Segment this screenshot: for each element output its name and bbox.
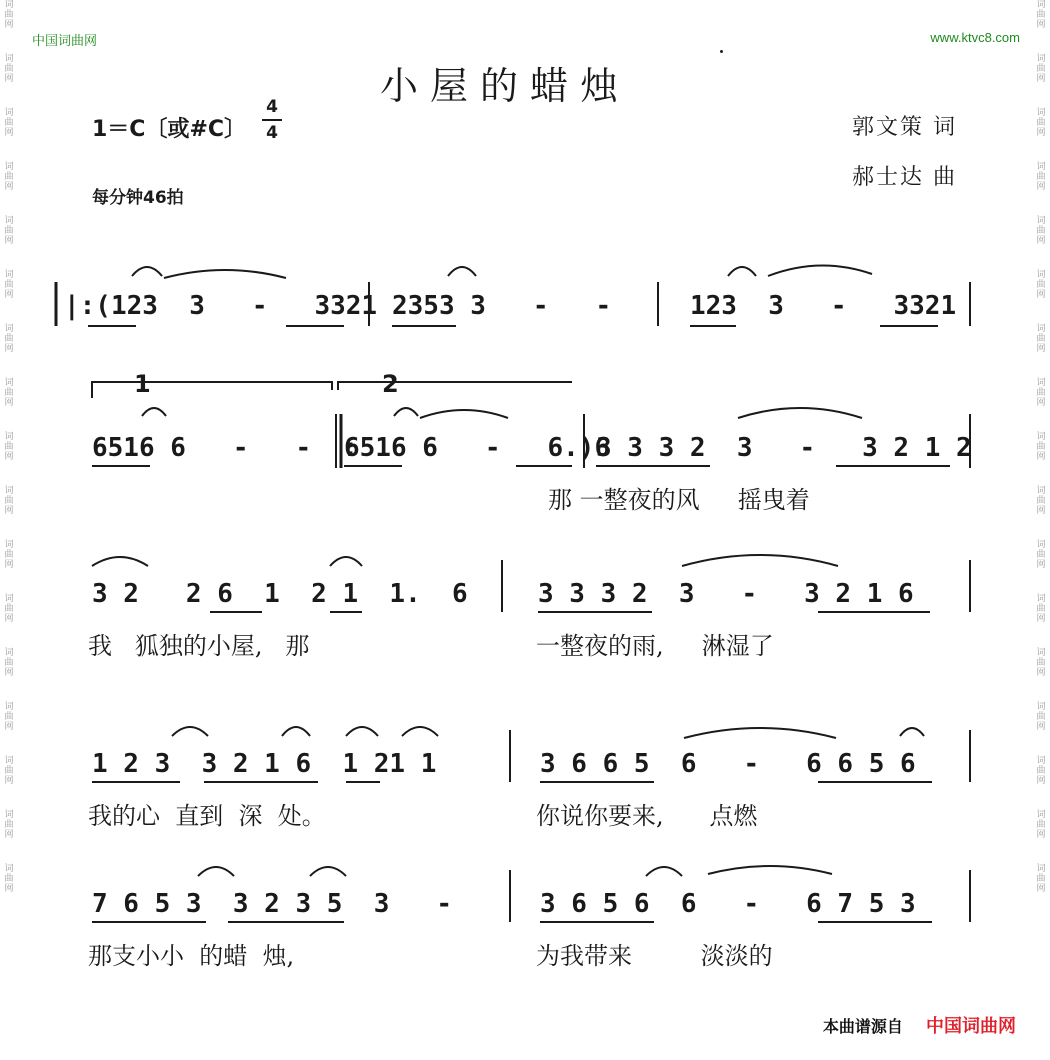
measure-notes: 3 3 3 2 3 - 3 2 1 6 [538, 579, 914, 609]
volta-1-label: 1 [134, 370, 151, 398]
slur-arc [738, 408, 862, 418]
tie-arc [646, 867, 682, 876]
score-line-4 [88, 727, 970, 830]
tie-arc [92, 557, 148, 566]
measure-notes: 6516 6 - - : [92, 433, 359, 463]
tempo-marking: 每分钟46拍 [92, 188, 184, 208]
side-watermark-text: 词曲网 [1036, 594, 1046, 624]
slur-arc [684, 728, 836, 738]
side-watermark-text: 词曲网 [4, 810, 14, 840]
side-watermark-text: 词曲网 [4, 216, 14, 246]
tie-arc [310, 867, 346, 876]
side-watermark-text: 词曲网 [1036, 756, 1046, 786]
side-watermark-text: 词曲网 [1036, 432, 1046, 462]
measure-notes: 6516 6 - 6.)6 [344, 433, 611, 463]
measure-notes: |:(123 3 - 3321 [64, 291, 378, 321]
score-line-5 [88, 866, 970, 970]
side-watermark-text: 词曲网 [4, 702, 14, 732]
side-watermark-text: 词曲网 [1036, 54, 1046, 84]
tie-arc [900, 728, 924, 736]
score-line-3 [88, 555, 970, 660]
side-watermark-text: 词曲网 [4, 162, 14, 192]
side-watermark-text: 词曲网 [1036, 540, 1046, 570]
side-watermark-text: 词曲网 [1036, 378, 1046, 408]
side-watermark-text: 词曲网 [1036, 270, 1046, 300]
side-watermark-text: 词曲网 [1036, 216, 1046, 246]
slur-arc [346, 727, 378, 736]
volta-2-label: 2 [382, 370, 399, 398]
lyric-line: 一整夜的雨, 淋湿了 [536, 632, 774, 660]
lyric-line: 那 一整夜的风 摇曳着 [548, 486, 810, 514]
tie-arc [198, 867, 234, 876]
side-watermark-text: 词曲网 [4, 432, 14, 462]
side-watermark-text: 词曲网 [4, 486, 14, 516]
score-line-2 [92, 370, 972, 514]
side-watermark-text: 词曲网 [4, 864, 14, 894]
side-watermark-text: 词曲网 [1036, 162, 1046, 192]
measure-notes: 3 6 5 6 6 - 6 7 5 3 [540, 889, 916, 919]
source-attribution [823, 1012, 1016, 1038]
site-watermark-left: 中国词曲网 [32, 34, 98, 49]
side-watermark-text: 词曲网 [1036, 486, 1046, 516]
time-numerator: 4 [266, 97, 278, 117]
side-watermark-text: 词曲网 [1036, 0, 1046, 30]
tie-arc [172, 727, 208, 736]
key-signature: 1＝C〔或#C〕 [92, 117, 247, 142]
lyricist-credit: 郭文策 词 [852, 115, 957, 140]
lyric-line: 你说你要来, 点燃 [536, 802, 758, 830]
slur-arc [768, 265, 872, 276]
tie-arc [132, 267, 162, 276]
side-watermark-text: 词曲网 [1036, 810, 1046, 840]
lyric-line: 为我带来 淡淡的 [536, 942, 773, 970]
side-watermark-text: 词曲网 [4, 108, 14, 138]
slur-arc [682, 555, 838, 566]
tie-arc [282, 727, 310, 736]
slur-arc [330, 557, 362, 566]
measure-notes: 1 2 3 3 2 1 6 1 21 1 [92, 749, 437, 779]
song-title: 小屋的蜡烛 [380, 64, 631, 108]
side-watermark-text: 词曲网 [1036, 648, 1046, 678]
side-watermark-text: 词曲网 [4, 594, 14, 624]
measure-notes: 123 3 - 3321 [690, 291, 957, 321]
volta-bracket-1 [92, 382, 332, 398]
score-line-1 [56, 265, 970, 326]
slur-arc [164, 270, 286, 278]
measure-notes: 3 2 2 6 1 2 1 1. 6 [92, 579, 468, 609]
side-watermark-text: 词曲网 [4, 540, 14, 570]
side-watermark-text: 词曲网 [4, 378, 14, 408]
tie-arc [728, 267, 756, 276]
measure-notes: 7 6 5 3 3 2 3 5 3 - [92, 889, 453, 919]
side-watermark-text: 词曲网 [4, 648, 14, 678]
time-denominator: 4 [266, 123, 278, 143]
tie-arc [402, 727, 438, 736]
source-label: 本曲谱源自 [822, 1017, 903, 1036]
side-watermark-text: 词曲网 [1036, 702, 1046, 732]
volta-bracket-2 [338, 382, 572, 390]
side-watermark-text: 词曲网 [4, 0, 14, 30]
measure-notes: 3 3 3 2 3 - 3 2 1 2 [596, 433, 972, 463]
site-url-watermark: www.ktvc8.com [930, 30, 1020, 45]
lyric-line: 我的心 直到 深 处。 [88, 802, 326, 830]
lyric-line: 那支小小 的蜡 烛, [88, 942, 295, 970]
tie-arc [394, 408, 418, 416]
side-watermark-text: 词曲网 [1036, 108, 1046, 138]
slur-arc [708, 866, 832, 874]
side-watermark-text: 词曲网 [4, 270, 14, 300]
side-watermark-text: 词曲网 [1036, 324, 1046, 354]
side-watermark-text: 词曲网 [1036, 864, 1046, 894]
composer-credit: 郝士达 曲 [852, 165, 957, 190]
measure-notes: 2353 3 - - [392, 291, 612, 321]
slur-arc [420, 410, 508, 418]
side-watermark-text: 词曲网 [4, 324, 14, 354]
tie-arc [142, 408, 166, 416]
measure-notes: 3 6 6 5 6 - 6 6 5 6 [540, 749, 916, 779]
side-watermark-text: 词曲网 [4, 756, 14, 786]
tie-arc [448, 267, 476, 276]
side-watermark-text: 词曲网 [4, 54, 14, 84]
source-site-link[interactable]: 中国词曲网 [926, 1016, 1016, 1037]
lyric-line: 我 狐独的小屋, 那 [88, 632, 310, 660]
